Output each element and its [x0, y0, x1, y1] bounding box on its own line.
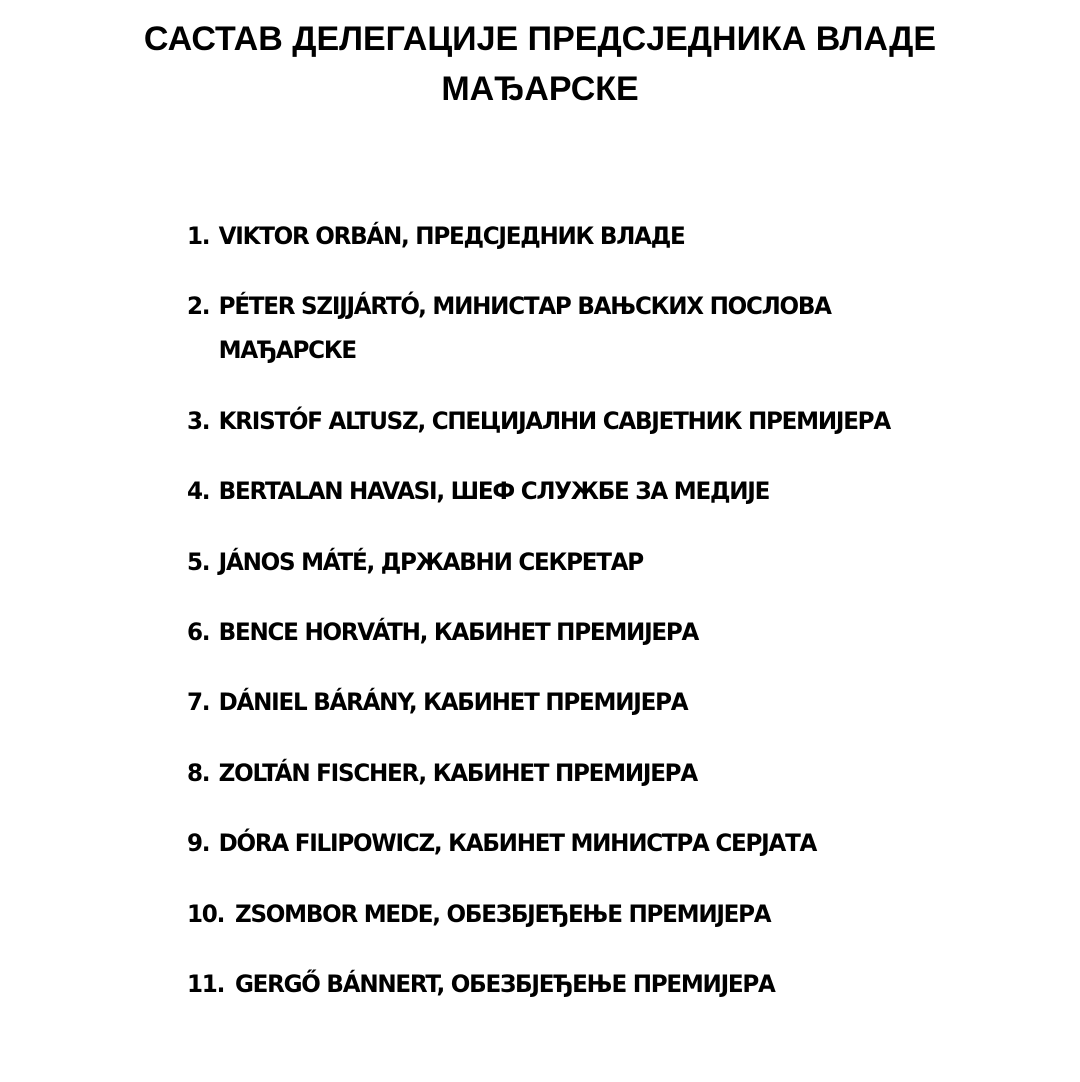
item-text: PÉTER SZIJJÁRTÓ, МИНИСТАР ВАЊСКИХ ПОСЛОВА МАЂАРСКЕ: [218, 292, 831, 365]
list-item: [187, 469, 1013, 513]
item-text: KRISTÓF ALTUSZ, СПЕЦИЈАЛНИ САВЈЕТНИК ПРЕМИЈЕРА: [218, 406, 890, 435]
item-number: 5.: [187, 547, 210, 576]
item-number: 11.: [187, 969, 225, 998]
item-text: DÓRA FILIPOWICZ, КАБИНЕТ МИНИСТРА СЕРЈАТА: [218, 829, 817, 858]
item-text: GERGŐ BÁNNERT, ОБЕЗБЈЕЂЕЊЕ ПРЕМИЈЕРА: [235, 969, 775, 998]
item-number: 2.: [187, 292, 210, 321]
item-number: 1.: [187, 222, 210, 250]
list-item: [187, 610, 1013, 654]
item-text: ZSOMBOR MEDE, ОБЕЗБЈЕЂЕЊЕ ПРЕМИЈЕРА: [235, 899, 771, 928]
list-item: [187, 284, 1013, 372]
list-item: [187, 399, 1013, 443]
item-text: DÁNIEL BÁRÁNY, КАБИНЕТ ПРЕМИЈЕРА: [218, 688, 688, 717]
item-number: 9.: [187, 829, 210, 858]
list-item: [187, 751, 1013, 795]
item-text: BENCE HORVÁTH, КАБИНЕТ ПРЕМИЈЕРА: [218, 617, 699, 646]
title-line-2: МАЂАРСКЕ: [441, 70, 639, 108]
list-item: [187, 821, 1013, 865]
item-number: 10.: [187, 899, 225, 928]
item-number: 7.: [187, 688, 210, 717]
item-number: 8.: [187, 758, 210, 787]
document-title: [0, 14, 1080, 114]
item-number: 3.: [187, 406, 210, 435]
list-item: [187, 892, 1013, 936]
item-text: VIKTOR ORBÁN, ПРЕДСЈЕДНИК ВЛАДЕ: [218, 222, 685, 250]
list-item: [187, 680, 1013, 724]
item-text: BERTALAN HAVASI, ШЕФ СЛУЖБЕ ЗА МЕДИЈЕ: [218, 477, 770, 506]
title-line-1: САСТАВ ДЕЛЕГАЦИЈЕ ПРЕДСЈЕДНИКА ВЛАДЕ: [143, 20, 937, 58]
list-item: [187, 962, 1013, 1006]
delegation-list: [187, 214, 1047, 1032]
item-text: ZOLTÁN FISCHER, КАБИНЕТ ПРЕМИЈЕРА: [218, 758, 697, 787]
item-text: JÁNOS MÁTÉ, ДРЖАВНИ СЕКРЕТАР: [218, 547, 643, 576]
item-number: 6.: [187, 617, 210, 646]
list-item: [187, 540, 1013, 584]
item-number: 4.: [187, 477, 210, 506]
list-item: [187, 214, 1013, 258]
